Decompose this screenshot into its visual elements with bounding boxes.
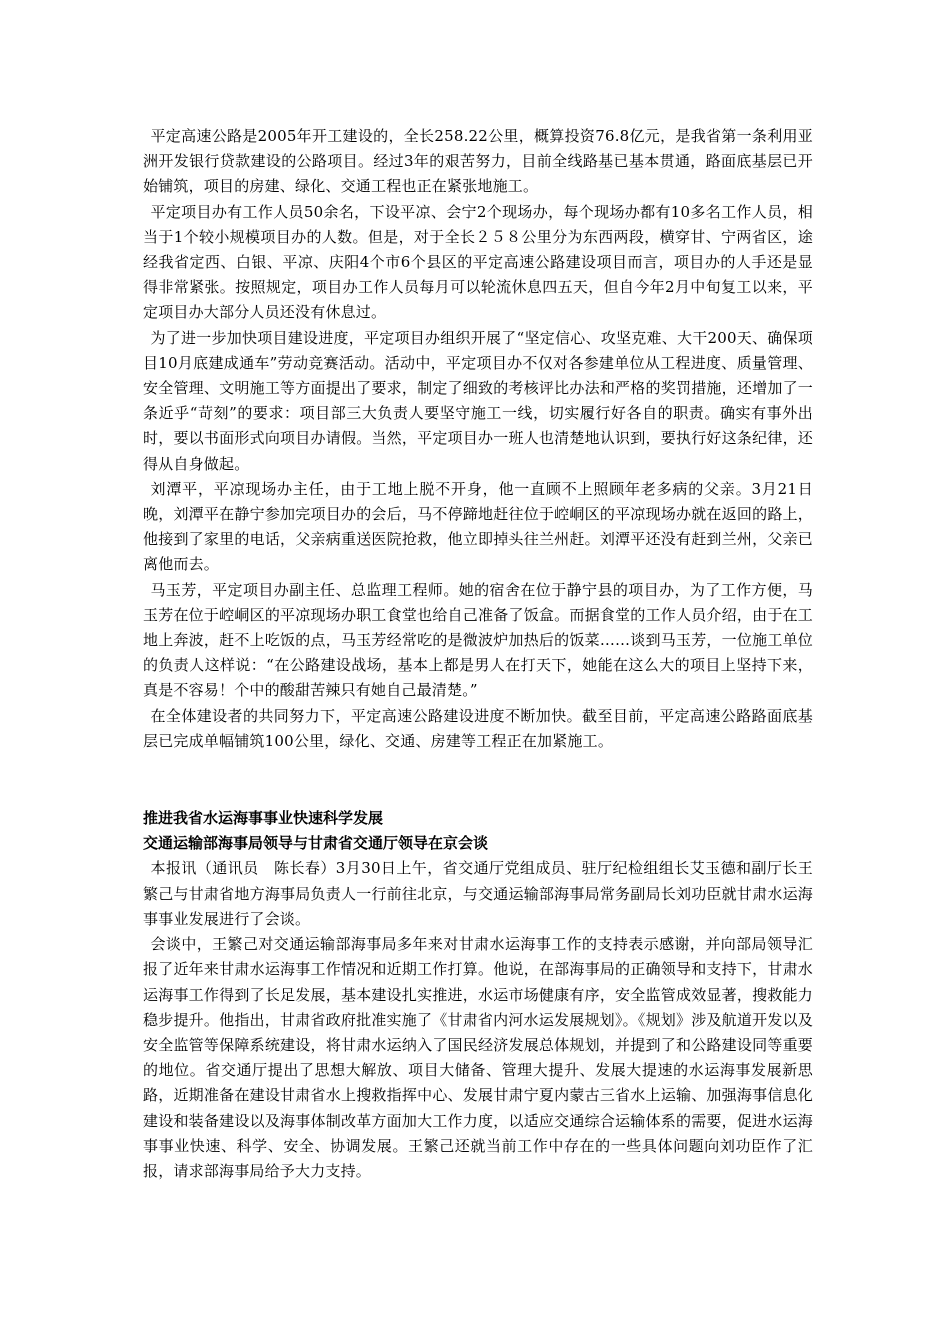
article-headline: 推进我省水运海事事业快速科学发展 xyxy=(143,809,384,828)
paragraph: 在全体建设者的共同努力下，平定高速公路建设进度不断加快。截至目前，平定高速公路路面底基层已完成单幅铺筑100公里，绿化、交通、房建等工程正在加紧施工。 xyxy=(143,706,813,750)
paragraph: 会谈中，王繁己对交通运输部海事局多年来对甘肃水运海事工作的支持表示感谢，并向部局领导汇报了近年来甘肃水运海事工作情况和近期工作打算。他说，在部海事局的正确领导和支持下，甘肃水运海事工作得到了长足发展，基本建设扎实推进，水运市场健康有序，安全监管成效显著，搜救能力稳步提升。他指出，甘肃省政府批准实施了《甘肃省内河水运发展规划》。《规划》涉及航道开发以及安全监管等保障系统建设，将甘肃水运纳入了国民经济发展总体规划，并提到了和公路建设同等重要的地位。省交通厅提出了思想大解放、项目大储备、管理大提升、发展大提速的水运海事发展新思路，近期准备在建设甘肃省水上搜救指挥中心、发展甘肃宁夏内蒙古三省水上运输、加强海事信息化建设和装备建设以及海事体制改革方面加大工作力度，以适应交通综合运输体系的需要，促进水运海事事业快速、科学、安全、协调发展。王繁己还就当前工作中存在的一些具体问题向刘功臣作了汇报，请求部海事局给予大力支持。 xyxy=(143,935,813,1180)
paragraph: 马玉芳，平定项目办副主任、总监理工程师。她的宿舍在位于静宁县的项目办，为了工作方便，马玉芳在位于崆峒区的平凉现场办职工食堂也给自己准备了饭盒。而据食堂的工作人员介绍，由于在工地上奔波，赶不上吃饭的点，马玉芳经常吃的是微波炉加热后的饭菜……谈到马玉芳，一位施工单位的负责人这样说：“在公路建设战场，基本上都是男人在打天下，她能在这么大的项目上坚持下来，真是不容易！个中的酸甜苦辣只有她自己最清楚。” xyxy=(143,580,813,700)
article-pingding-highway xyxy=(143,124,813,754)
paragraph: 本报讯（通讯员 陈长春）3月30日上午，省交通厅党组成员、驻厅纪检组组长艾玉德和副厅长王繁己与甘肃省地方海事局负责人一行前往北京，与交通运输部海事局常务副局长刘功臣就甘肃水运海事事业发展进行了会谈。 xyxy=(143,859,813,928)
section-spacer xyxy=(143,754,813,806)
paragraph: 平定高速公路是2005年开工建设的，全长258.22公里，概算投资76.8亿元，是我省第一条利用亚洲开发银行贷款建设的公路项目。经过3年的艰苦努力，目前全线路基已基本贯通，路面底基层已开始铺筑，项目的房建、绿化、交通工程也正在紧张地施工。 xyxy=(143,127,813,196)
paragraph: 为了进一步加快项目建设进度，平定项目办组织开展了“坚定信心、攻坚克难、大干200天、确保项目10月底建成通车”劳动竞赛活动。活动中，平定项目办不仅对各参建单位从工程进度、质量管理、安全管理、文明施工等方面提出了要求，制定了细致的考核评比办法和严格的奖罚措施，还增加了一条近乎“苛刻”的要求：项目部三大负责人要坚守施工一线，切实履行好各自的职责。确实有事外出时，要以书面形式向项目办请假。当然，平定项目办一班人也清楚地认识到，要执行好这条纪律，还得从自身做起。 xyxy=(143,328,813,473)
document-page xyxy=(143,124,813,1184)
paragraph: 平定项目办有工作人员50余名，下设平凉、会宁2个现场办，每个现场办都有10多名工作人员，相当于1个较小规模项目办的人数。但是，对于全长２５８公里分为东西两段，横穿甘、宁两省区，途经我省定西、白银、平凉、庆阳4个市6个县区的平定高速公路建设项目而言，项目办的人手还是显得非常紧张。按照规定，项目办工作人员每月可以轮流休息四五天，但自今年2月中旬复工以来，平定项目办大部分人员还没有休息过。 xyxy=(143,202,813,322)
article-subheadline: 交通运输部海事局领导与甘肃省交通厅领导在京会谈 xyxy=(143,834,489,853)
paragraph: 刘潭平，平凉现场办主任，由于工地上脱不开身，他一直顾不上照顾年老多病的父亲。3月21日晚，刘潭平在静宁参加完项目办的会后，马不停蹄地赶往位于崆峒区的平凉现场办就在返回的路上，他接到了家里的电话，父亲病重送医院抢救，他立即掉头往兰州赶。刘潭平还没有赶到兰州，父亲已离他而去。 xyxy=(143,479,813,574)
article-water-transport xyxy=(143,806,813,1184)
